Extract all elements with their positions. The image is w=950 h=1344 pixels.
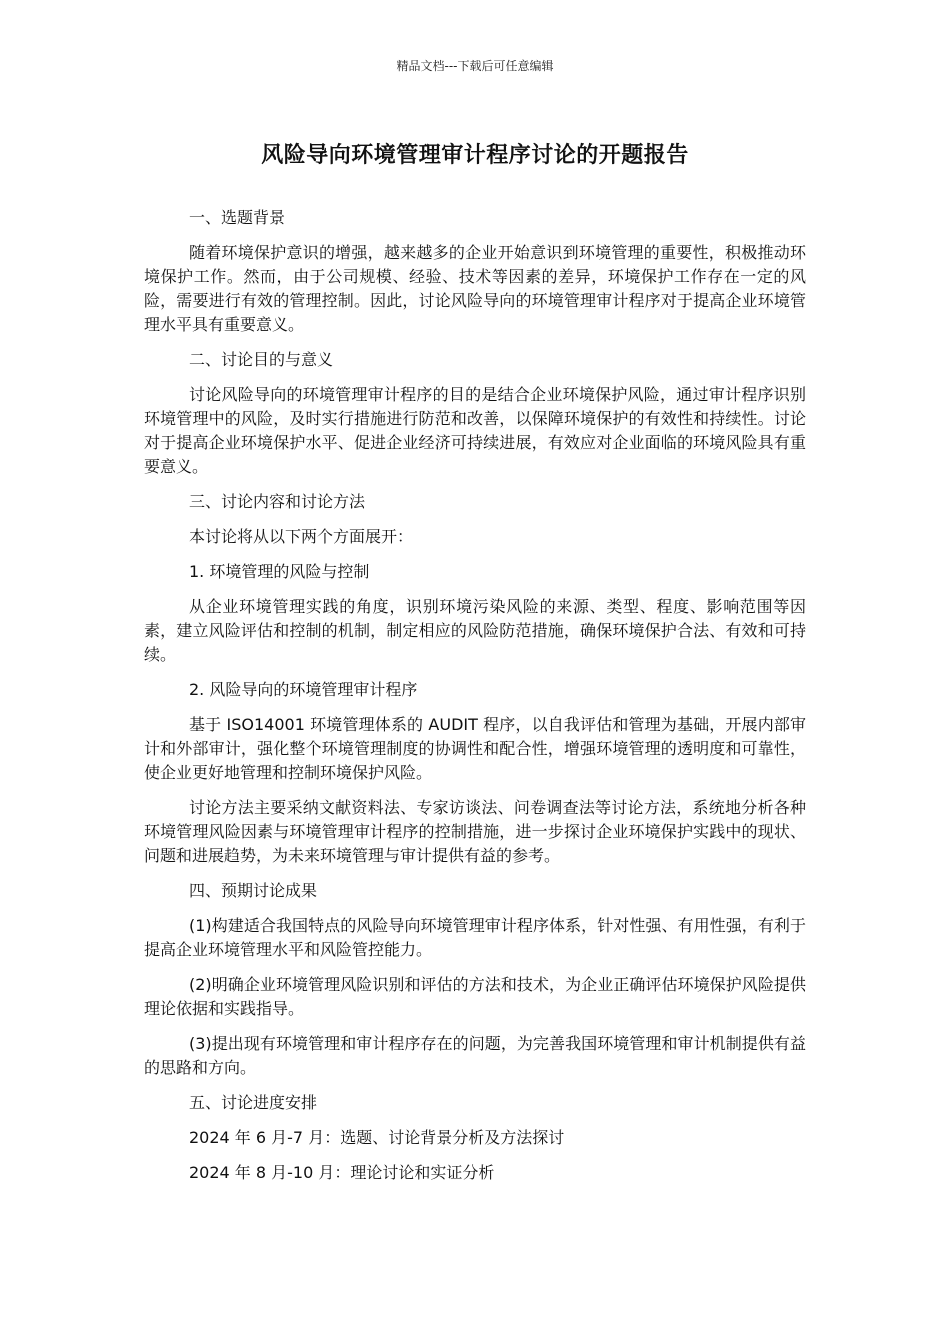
paragraph-audit-procedure: 基于 ISO14001 环境管理体系的 AUDIT 程序，以自我评估和管理为基础，开展内部审计和外部审计，强化整个环境管理制度的协调性和配合性，增强环境管理的透明度和可靠性，使企业更好地管理和控制环境保护风险。 (144, 715, 806, 782)
document-title: 风险导向环境管理审计程序讨论的开题报告 (261, 143, 689, 168)
schedule-item-2: 2024 年 8 月-10 月：理论讨论和实证分析 (189, 1163, 495, 1182)
paragraph-background: 随着环境保护意识的增强，越来越多的企业开始意识到环境管理的重要性，积极推动环境保护工作。然而，由于公司规模、经验、技术等因素的差异，环境保护工作存在一定的风险，需要进行有效的管理控制。因此，讨论风险导向的环境管理审计程序对于提高企业环境管理水平具有重要意义。 (144, 243, 806, 334)
paragraph-method: 讨论方法主要采纳文献资料法、专家访谈法、问卷调查法等讨论方法，系统地分析各种环境管理风险因素与环境管理审计程序的控制措施，进一步探讨企业环境保护实践中的现状、问题和进展趋势，为未来环境管理与审计提供有益的参考。 (144, 798, 806, 865)
section-heading-expected-results: 四、预期讨论成果 (189, 881, 318, 900)
paragraph-risk-control: 从企业环境管理实践的角度，识别环境污染风险的来源、类型、程度、影响范围等因素，建立风险评估和控制的机制，制定相应的风险防范措施，确保环境保护合法、有效和可持续。 (144, 597, 806, 664)
paragraph-result-3: (3)提出现有环境管理和审计程序存在的问题，为完善我国环境管理和审计机制提供有益的思路和方向。 (144, 1034, 806, 1077)
header-note: 精品文档---下载后可任意编辑 (396, 59, 554, 73)
paragraph-result-2: (2)明确企业环境管理风险识别和评估的方法和技术，为企业正确评估环境保护风险提供理论依据和实践指导。 (144, 975, 806, 1018)
document-body (144, 206, 806, 1196)
section-heading-purpose: 二、讨论目的与意义 (189, 350, 334, 369)
subheading-risk-control: 1. 环境管理的风险与控制 (189, 562, 370, 581)
section-heading-schedule: 五、讨论进度安排 (189, 1093, 318, 1112)
paragraph-result-1: (1)构建适合我国特点的风险导向环境管理审计程序体系，针对性强、有用性强，有利于提高企业环境管理水平和风险管控能力。 (144, 916, 806, 959)
section-heading-background: 一、选题背景 (189, 208, 286, 227)
section-heading-content-method: 三、讨论内容和讨论方法 (189, 492, 366, 511)
subheading-audit-procedure: 2. 风险导向的环境管理审计程序 (189, 680, 418, 699)
schedule-item-1: 2024 年 6 月-7 月：选题、讨论背景分析及方法探讨 (189, 1128, 565, 1147)
paragraph-intro: 本讨论将从以下两个方面展开： (189, 527, 414, 546)
paragraph-purpose: 讨论风险导向的环境管理审计程序的目的是结合企业环境保护风险，通过审计程序识别环境管理中的风险，及时实行措施进行防范和改善，以保障环境保护的有效性和持续性。讨论对于提高企业环境保护水平、促进企业经济可持续进展，有效应对企业面临的环境风险具有重要意义。 (144, 385, 806, 476)
